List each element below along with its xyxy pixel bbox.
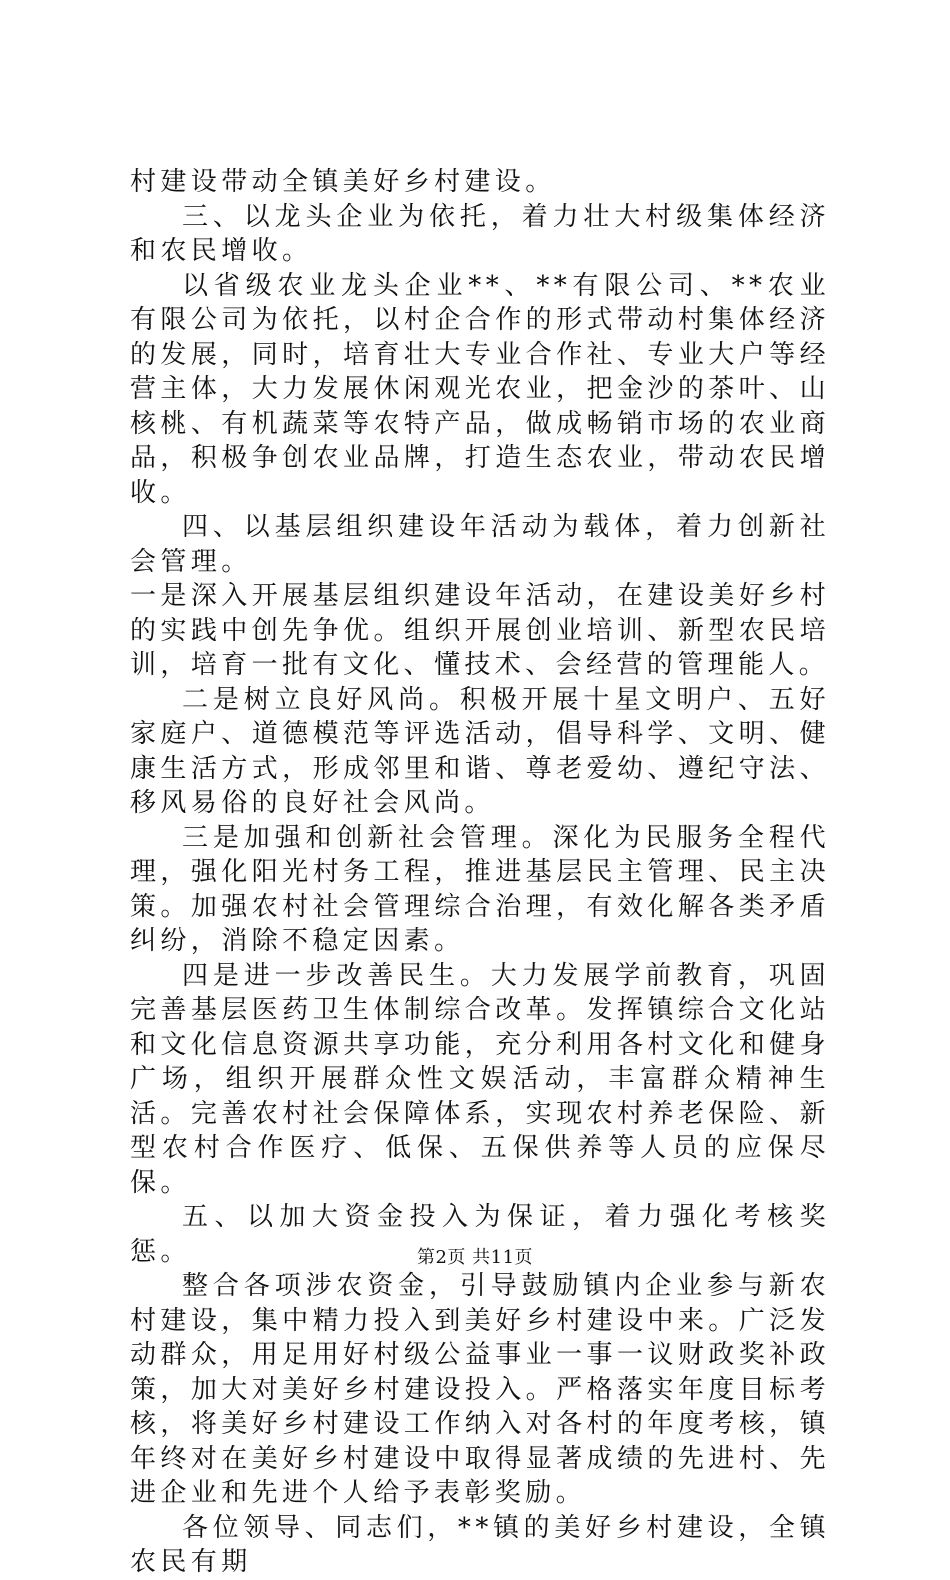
paragraph-8: 四是进一步改善民生。大力发展学前教育，巩固完善基层医药卫生体制综合改革。发挥镇综合文化站和文化信息资源共享功能，充分利用各村文化和健身广场，组织开展群众性文娱活动，丰富群众精神生活。完善农村社会保障体系，实现农村养老保险、新型农村合作医疗、低保、五保供养等人员的应保尽保。 <box>130 960 830 1198</box>
paragraph-4: 四、以基层组织建设年活动为载体，着力创新社会管理。 <box>130 512 830 577</box>
paragraph-5: 一是深入开展基层组织建设年活动，在建设美好乡村的实践中创先争优。组织开展创业培训、新型农民培训，培育一批有文化、懂技术、会经营的管理能人。 <box>130 581 830 680</box>
paragraph-11: 各位领导、同志们，**镇的美好乡村建设，全镇农民有期 <box>130 1512 830 1577</box>
paragraph-6: 二是树立良好风尚。积极开展十星文明户、五好家庭户、道德模范等评选活动，倡导科学、文明、健康生活方式，形成邻里和谐、尊老爱幼、遵纪守法、移风易俗的良好社会风尚。 <box>130 684 830 818</box>
paragraph-2: 三、以龙头企业为依托，着力壮大村级集体经济和农民增收。 <box>130 201 830 266</box>
paragraph-10: 整合各项涉农资金，引导鼓励镇内企业参与新农村建设，集中精力投入到美好乡村建设中来。广泛发动群众，用足用好村级公益事业一事一议财政奖补政策，加大对美好乡村建设投入。严格落实年度目标考核，将美好乡村建设工作纳入对各村的年度考核，镇年终对在美好乡村建设中取得显著成绩的先进村、先进企业和先进个人给予表彰奖励。 <box>130 1271 830 1508</box>
paragraph-9: 五、以加大资金投入为保证，着力强化考核奖惩。 <box>130 1202 830 1267</box>
page-number-footer: 第2页 共11页 <box>416 1247 534 1268</box>
paragraph-3: 以省级农业龙头企业**、**有限公司、**农业有限公司为依托，以村企合作的形式带动村集体经济的发展，同时，培育壮大专业合作社、专业大户等经营主体，大力发展休闲观光农业，把金沙的茶叶、山核桃、有机蔬菜等农特产品，做成畅销市场的农业商品，积极争创农业品牌，打造生态农业，带动农民增收。 <box>130 270 830 508</box>
paragraph-7: 三是加强和创新社会管理。深化为民服务全程代理，强化阳光村务工程，推进基层民主管理、民主决策。加强农村社会管理综合治理，有效化解各类矛盾纠纷，消除不稳定因素。 <box>130 822 830 956</box>
document-body <box>130 165 830 1580</box>
paragraph-1: 村建设带动全镇美好乡村建设。 <box>130 167 556 197</box>
